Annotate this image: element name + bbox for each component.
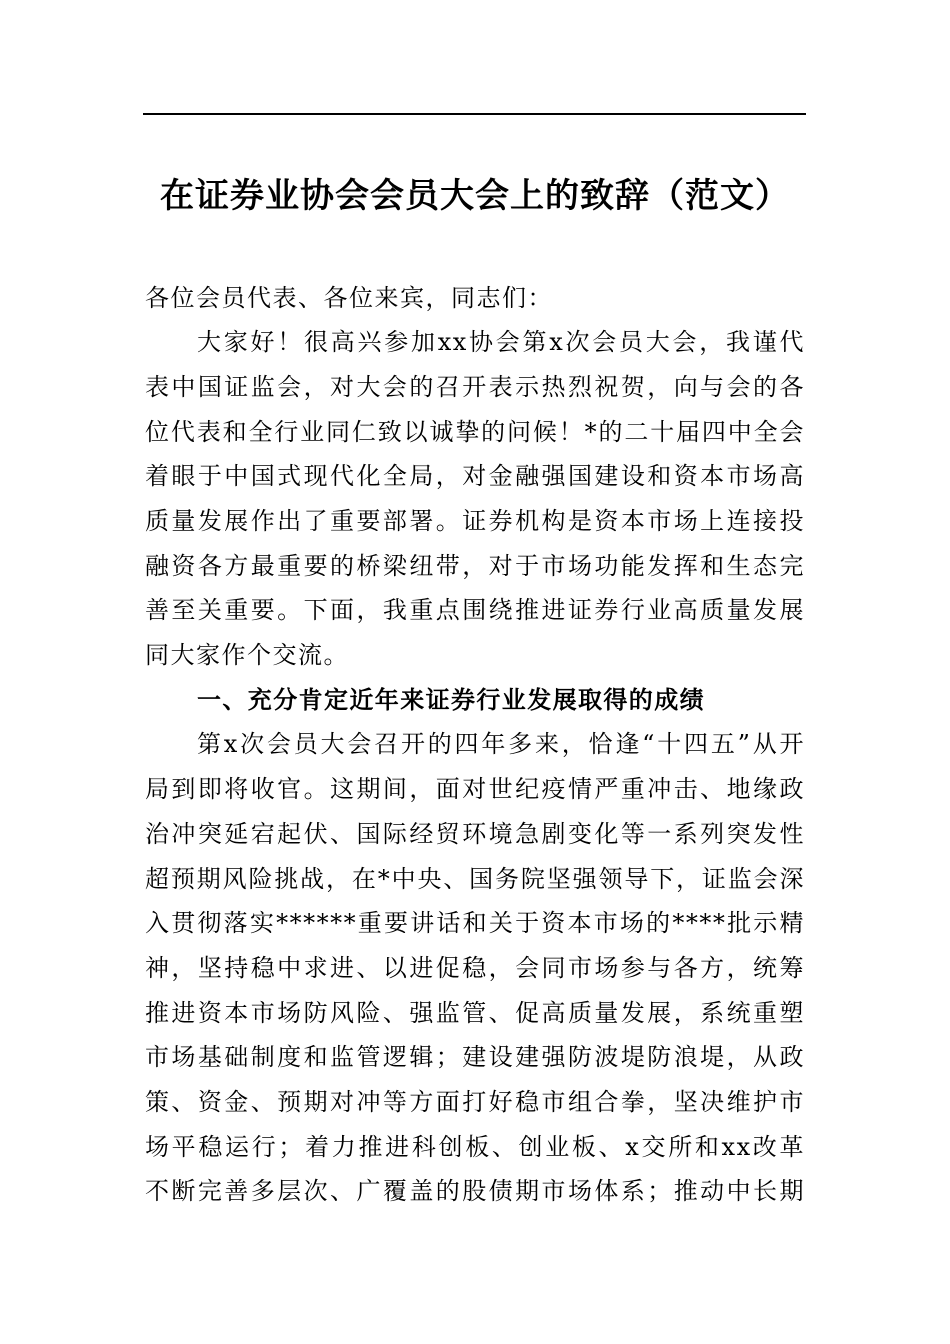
section-heading: 一、充分肯定近年来证券行业发展取得的成绩 (197, 685, 705, 714)
paragraph-line: 入贯彻落实******重要讲话和关于资本市场的****批示精 (145, 909, 805, 938)
document-title: 在证券业协会会员大会上的致辞（范文） (160, 176, 790, 216)
paragraph-line: 质量发展作出了重要部署。证券机构是资本市场上连接投 (145, 507, 805, 536)
paragraph-line: 推进资本市场防风险、强监管、促高质量发展，系统重塑 (145, 998, 805, 1027)
salutation: 各位会员代表、各位来宾，同志们： (145, 283, 553, 312)
paragraph-line: 策、资金、预期对冲等方面打好稳市组合拳，坚决维护市 (145, 1087, 805, 1116)
paragraph-line: 局到即将收官。这期间，面对世纪疫情严重冲击、地缘政 (145, 775, 805, 804)
document-body (145, 276, 805, 1214)
paragraph-line: 表中国证监会，对大会的召开表示热烈祝贺，向与会的各 (145, 372, 805, 401)
paragraph-line: 神，坚持稳中求进、以进促稳，会同市场参与各方，统筹 (145, 953, 805, 982)
paragraph-line: 不断完善多层次、广覆盖的股债期市场体系；推动中长期 (145, 1177, 805, 1206)
paragraph-line: 市场基础制度和监管逻辑；建设建强防波堤防浪堤，从政 (145, 1043, 805, 1072)
header-rule (143, 113, 806, 115)
paragraph-line: 场平稳运行；着力推进科创板、创业板、x交所和xx改革 (145, 1132, 805, 1161)
paragraph-line: 融资各方最重要的桥梁纽带，对于市场功能发挥和生态完 (145, 551, 805, 580)
paragraph-line: 着眼于中国式现代化全局，对金融强国建设和资本市场高 (145, 462, 805, 491)
paragraph-line: 同大家作个交流。 (145, 641, 349, 670)
paragraph-line: 超预期风险挑战，在*中央、国务院坚强领导下，证监会深 (145, 864, 805, 893)
paragraph-line: 大家好！很高兴参加xx协会第x次会员大会，我谨代 (197, 328, 805, 357)
paragraph-line: 位代表和全行业同仁致以诚挚的问候！*的二十届四中全会 (145, 417, 805, 446)
paragraph-line: 善至关重要。下面，我重点围绕推进证券行业高质量发展 (145, 596, 805, 625)
paragraph-line: 治冲突延宕起伏、国际经贸环境急剧变化等一系列突发性 (145, 819, 805, 848)
paragraph-line: 第x次会员大会召开的四年多来，恰逢“十四五”从开 (197, 730, 805, 759)
